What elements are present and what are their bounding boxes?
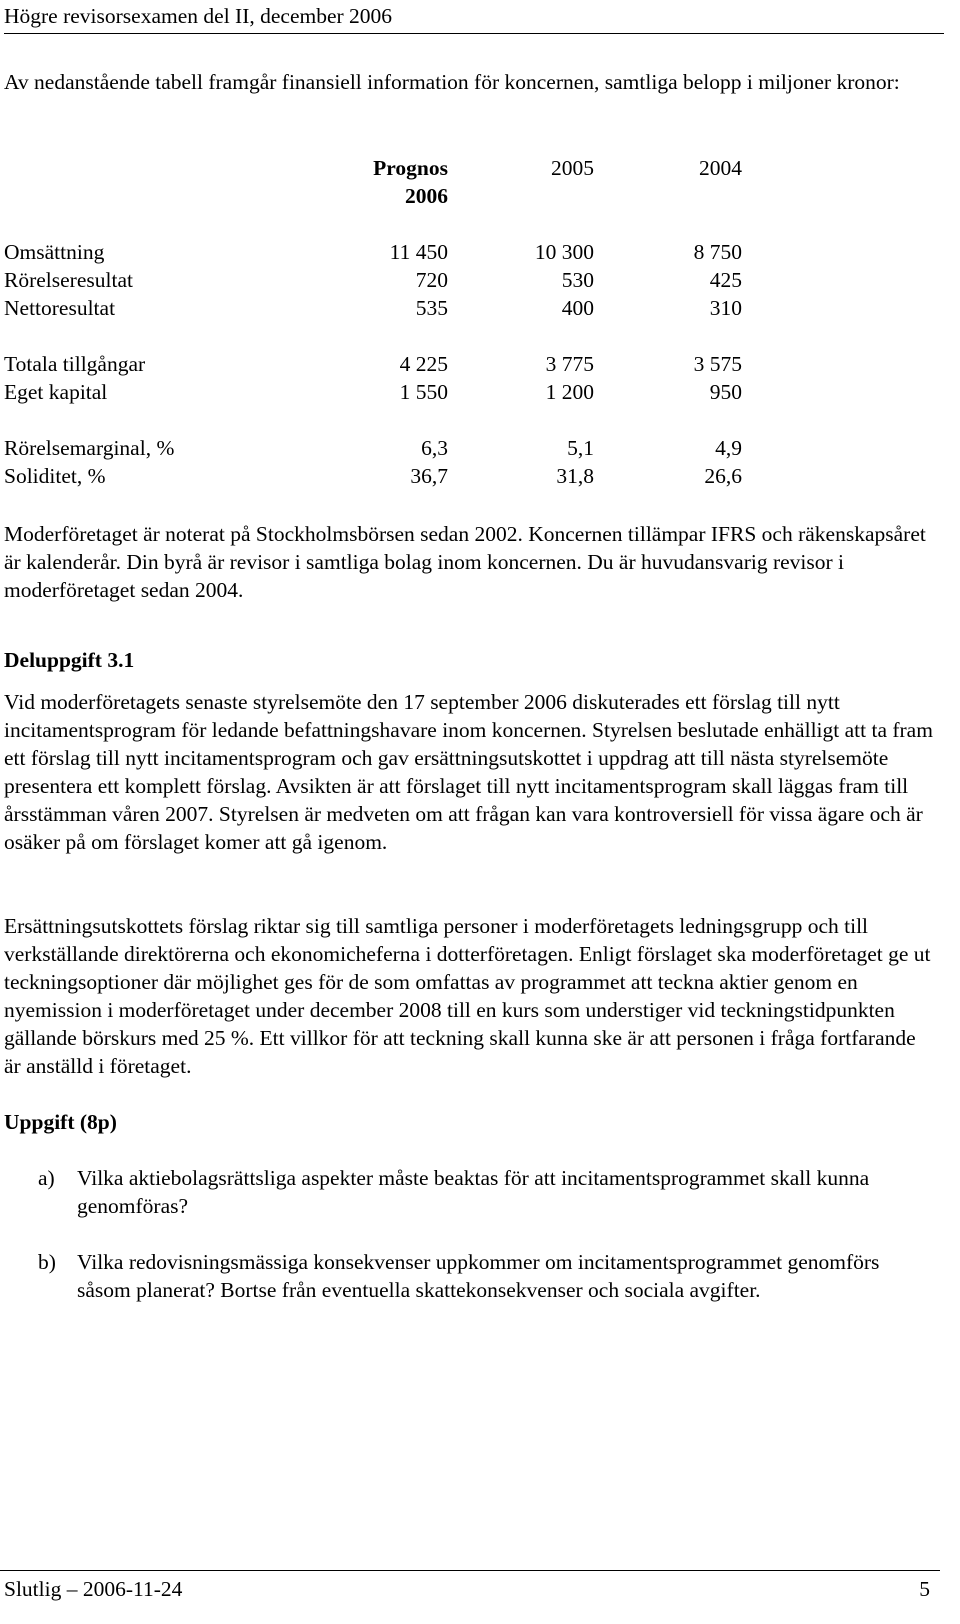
row-label: Nettoresultat	[4, 296, 116, 320]
cell-2004: 425	[709, 268, 742, 292]
company-info-paragraph: Moderföretaget är noterat på Stockholmsbörsen sedan 2002. Koncernen tillämpar IFRS och räkenskapsåret är kalenderår. Din byrå är revisor i samtliga bolag inom koncernen. Du är huvudansvarig revisor i moderföretaget sedan 2004.	[4, 522, 926, 602]
table-row	[4, 294, 742, 322]
row-label: Rörelseresultat	[4, 268, 133, 292]
cell-prognos: 36,7	[410, 464, 448, 488]
table-row	[4, 378, 742, 406]
row-label: Omsättning	[4, 240, 105, 264]
cell-2005: 3 775	[545, 352, 594, 376]
col-header-2005: 2005	[551, 156, 594, 180]
cell-2005: 10 300	[534, 240, 594, 264]
cell-2004: 3 575	[693, 352, 742, 376]
cell-2004: 4,9	[715, 436, 742, 460]
col-header-2004: 2004	[699, 156, 742, 180]
cell-prognos: 6,3	[421, 436, 448, 460]
page-header	[4, 2, 944, 34]
cell-2004: 8 750	[693, 240, 742, 264]
uppgift-heading: Uppgift (8p)	[4, 1110, 117, 1134]
cell-2004: 950	[709, 380, 742, 404]
cell-2004: 26,6	[704, 464, 742, 488]
deluppgift-heading: Deluppgift 3.1	[4, 648, 135, 672]
col-header-prognos-line1: Prognos	[373, 156, 448, 180]
cell-2005: 1 200	[545, 380, 594, 404]
row-label: Soliditet, %	[4, 464, 106, 488]
cell-prognos: 535	[415, 296, 448, 320]
col-header-prognos	[344, 154, 448, 210]
question-label: a)	[38, 1166, 55, 1190]
cell-prognos: 720	[415, 268, 448, 292]
cell-prognos: 1 550	[399, 380, 448, 404]
cell-2005: 31,8	[556, 464, 594, 488]
cell-2005: 400	[561, 296, 594, 320]
board-meeting-paragraph: Vid moderföretagets senaste styrelsemöte den 17 september 2006 diskuterades ett förslag till nytt incitamentsprogram för ledande befattningshavare inom koncernen. Styrelsen beslutade enhälligt att ta fram ett förslag till nytt incitamentsprogram och gav ersättningsutskottet i uppdrag att till nästa styrelsemöte presentera ett komplett förslag. Avsikten är att förslaget till nytt incitamentsprogram skall läggas fram till årsstämman våren 2007. Styrelsen är medveten om att frågan kan vara kontroversiell för vissa ägare och är osäker på om förslaget komer att gå igenom.	[4, 690, 933, 854]
cell-2004: 310	[709, 296, 742, 320]
col-header-prognos-line2: 2006	[405, 184, 448, 208]
table-row	[4, 266, 742, 294]
question-label: b)	[38, 1250, 56, 1274]
table-row	[4, 238, 742, 266]
table-header-row	[4, 154, 742, 210]
table-row	[4, 350, 742, 378]
question-text: Vilka aktiebolagsrättsliga aspekter måste beaktas för att incitamentsprogrammet skall kunna genomföras?	[77, 1166, 870, 1218]
cell-prognos: 11 450	[389, 240, 448, 264]
footer-version: Slutlig – 2006-11-24	[4, 1577, 183, 1601]
table-row	[4, 462, 742, 490]
page-number: 5	[919, 1577, 930, 1601]
question-text: Vilka redovisningsmässiga konsekvenser uppkommer om incitamentsprogrammet genomförs såsom planerat? Bortse från eventuella skattekonsekvenser och sociala avgifter.	[77, 1250, 880, 1302]
financial-table	[4, 154, 742, 490]
row-label: Eget kapital	[4, 380, 108, 404]
cell-2005: 5,1	[567, 436, 594, 460]
row-label: Totala tillgångar	[4, 352, 146, 376]
cell-2005: 530	[561, 268, 594, 292]
page-footer	[0, 1570, 940, 1603]
row-label: Rörelsemarginal, %	[4, 436, 175, 460]
table-row	[4, 434, 742, 462]
header-title: Högre revisorsexamen del II, december 2006	[4, 4, 393, 28]
cell-prognos: 4 225	[399, 352, 448, 376]
committee-proposal-paragraph: Ersättningsutskottets förslag riktar sig till samtliga personer i moderföretagets ledningsgrupp och till verkställande direktörerna och ekonomicheferna i dotterföretagen. Enligt förslaget ska moderföretaget ge ut teckningsoptioner där möjlighet ges för de som omfattas av programmet att teckna aktier genom en nyemission i moderföretaget under december 2008 till en kurs som understiger vid teckningstidpunkten gällande börskurs med 25 %. Ett villkor för att teckning skall kunna ske är att personen i fråga fortfarande är anställd i företaget.	[4, 914, 931, 1078]
intro-paragraph: Av nedanstående tabell framgår finansiell information för koncernen, samtliga belopp i miljoner kronor:	[4, 70, 900, 94]
